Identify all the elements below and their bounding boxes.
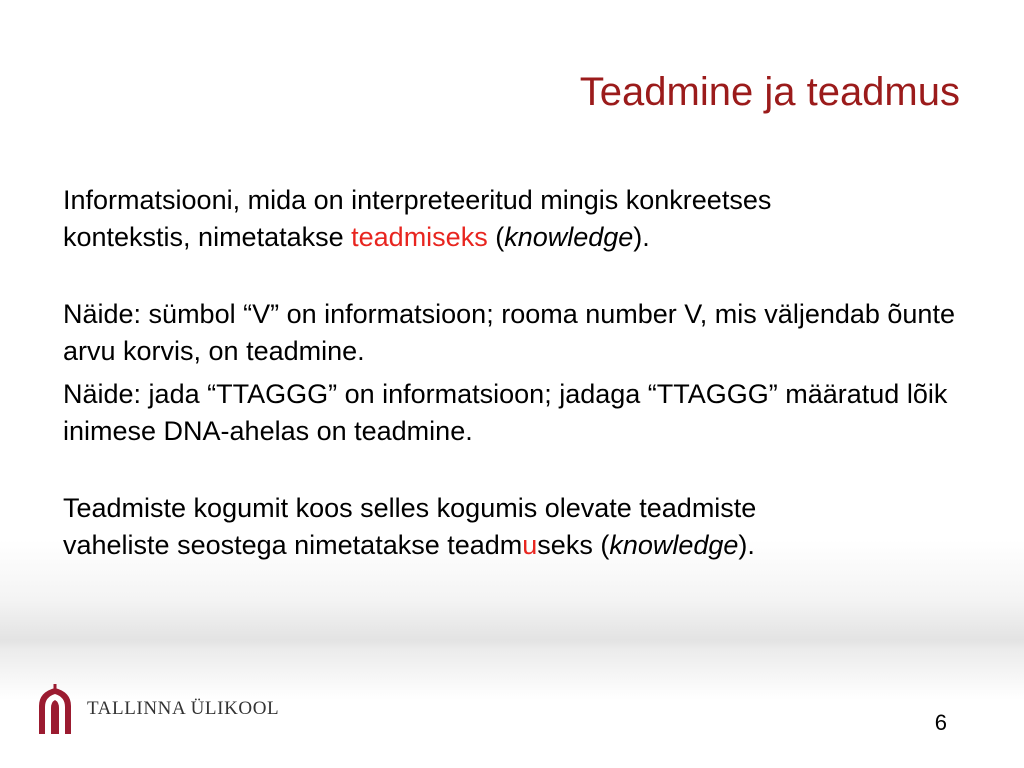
paragraph-example-symbol: Näide: sümbol “V” on informatsioon; rooma number V, mis väljendab õunte arvu korvis, on teadmine.	[63, 299, 955, 366]
english-term: knowledge	[504, 222, 634, 252]
paragraph-definition-knowledge	[63, 182, 973, 256]
paragraph-text: Informatsiooni, mida on interpreteeritud mingis konkreetses	[63, 185, 772, 215]
tallinn-university-arch-logo-icon	[37, 684, 73, 734]
paragraph-text: ).	[633, 222, 650, 252]
logo-text: TALLINNA ÜLIKOOL	[87, 698, 280, 719]
paragraph-text: vaheliste seostega nimetatakse teadm	[63, 530, 523, 560]
paragraph-example-dna: Näide: jada “TTAGGG” on informatsioon; jadaga “TTAGGG” määratud lõik inimese DNA-ahelas on teadmine.	[63, 379, 948, 446]
slide-title: Teadmine ja teadmus	[579, 70, 960, 114]
paragraph-definition-knowledge-base	[63, 490, 973, 564]
paragraph-text: Teadmiste kogumit koos selles kogumis olevate teadmiste	[63, 493, 757, 523]
english-term: knowledge	[609, 530, 739, 560]
highlight-term: teadmiseks	[351, 222, 488, 252]
university-logo	[37, 684, 279, 734]
paragraph-text: ).	[738, 530, 755, 560]
highlight-letter: u	[522, 530, 538, 560]
paragraph-text: (	[487, 222, 505, 252]
slide-body	[63, 182, 973, 564]
page-number: 6	[934, 710, 947, 735]
paragraph-text: seks (	[537, 530, 610, 560]
paragraph-text: kontekstis, nimetatakse	[63, 222, 352, 252]
